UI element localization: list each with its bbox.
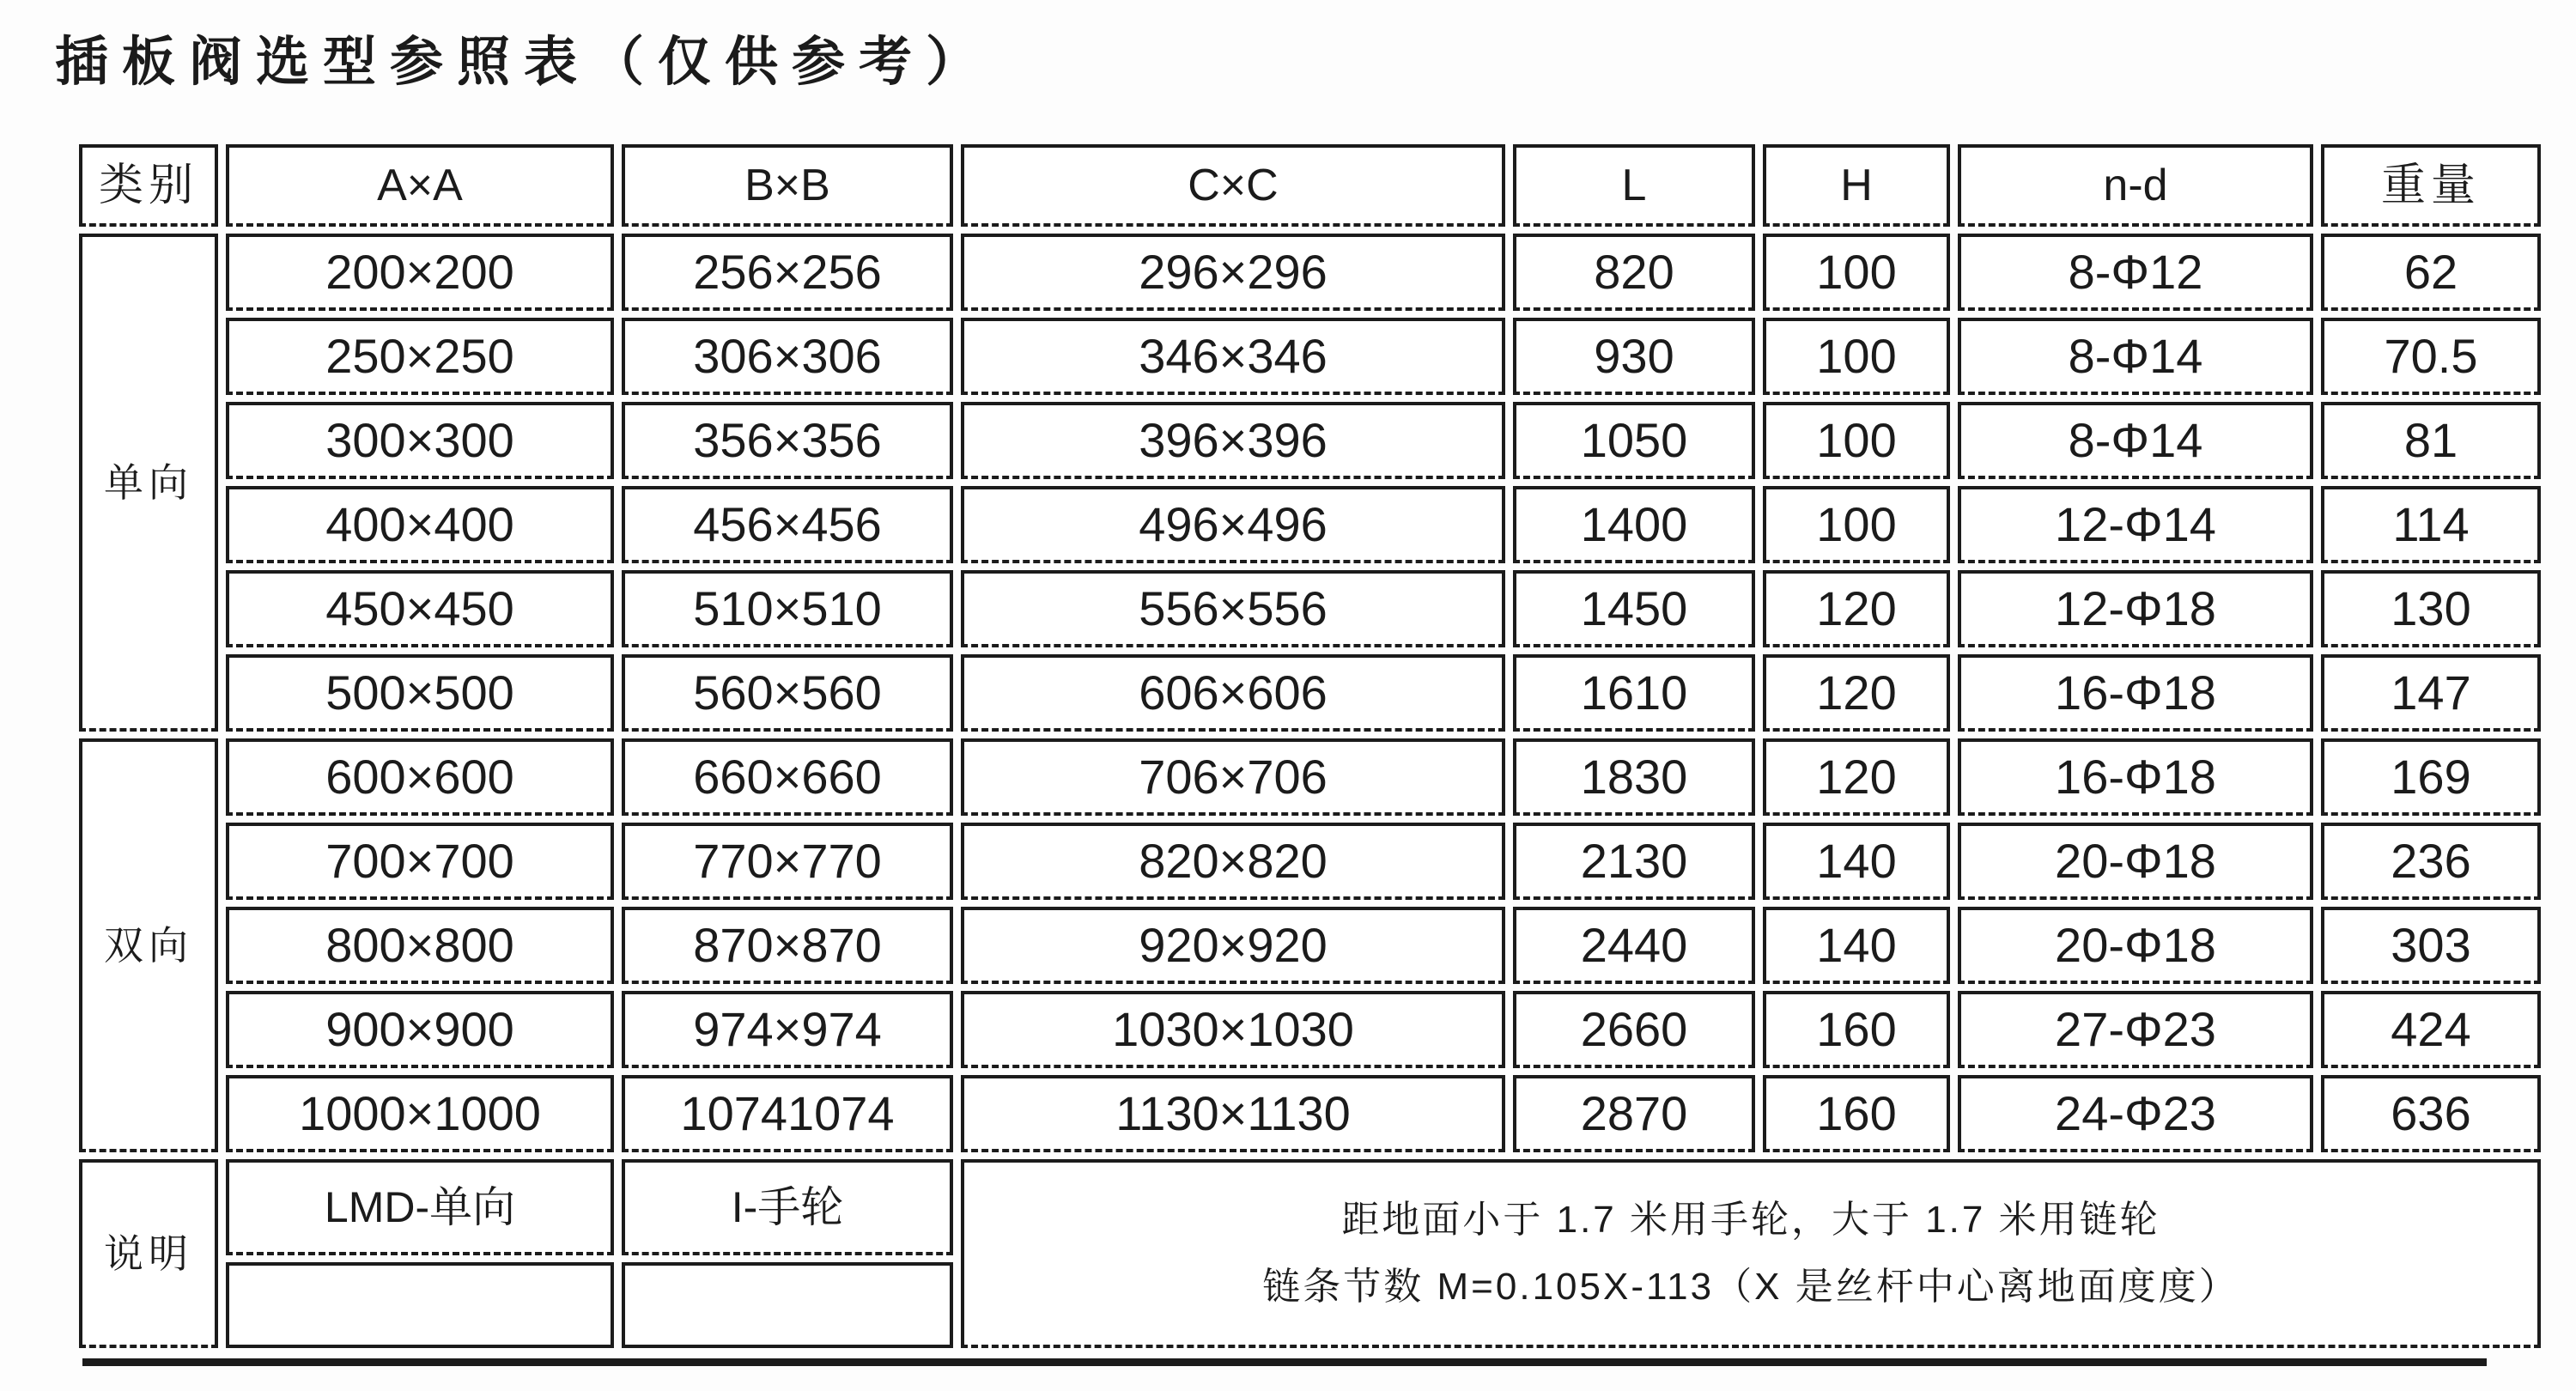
table-cell: 1000×1000: [226, 1075, 614, 1152]
table-cell: 140: [1763, 823, 1950, 900]
table-cell: 556×556: [961, 570, 1505, 647]
table-cell: 456×456: [622, 486, 953, 563]
table-cell: 870×870: [622, 907, 953, 984]
table-cell: 100: [1763, 234, 1950, 311]
table-cell: 16-Φ18: [1958, 654, 2313, 732]
notes-text: [961, 1159, 2541, 1348]
table-cell: 160: [1763, 1075, 1950, 1152]
group-cell-two-way: 双向: [79, 738, 218, 1152]
table-cell: 16-Φ18: [1958, 738, 2313, 816]
table-cell: 296×296: [961, 234, 1505, 311]
table-cell: 120: [1763, 570, 1950, 647]
table-cell: 70.5: [2321, 318, 2541, 395]
col-header-cxc: C×C: [961, 144, 1505, 227]
note-line-2: 链条节数 M=0.105X-113（X 是丝杆中心离地面度度）: [1262, 1266, 2239, 1308]
table-cell: 81: [2321, 402, 2541, 479]
table-cell: 1400: [1513, 486, 1755, 563]
table-cell: 20-Φ18: [1958, 907, 2313, 984]
table-cell: 636: [2321, 1075, 2541, 1152]
table-cell: 2130: [1513, 823, 1755, 900]
table-cell: 114: [2321, 486, 2541, 563]
table-cell: 169: [2321, 738, 2541, 816]
table-cell: 496×496: [961, 486, 1505, 563]
table-cell: 600×600: [226, 738, 614, 816]
table-cell: 510×510: [622, 570, 953, 647]
table-cell: 396×396: [961, 402, 1505, 479]
table-cell: 160: [1763, 991, 1950, 1068]
table-cell: 8-Φ12: [1958, 234, 2313, 311]
col-header-category: 类别: [79, 144, 218, 227]
table-cell: 1030×1030: [961, 991, 1505, 1068]
table-cell: 10741074: [622, 1075, 953, 1152]
table-cell: 303: [2321, 907, 2541, 984]
table-cell: 400×400: [226, 486, 614, 563]
group-cell-one-way: 单向: [79, 234, 218, 732]
table-cell: 930: [1513, 318, 1755, 395]
notes-empty-cell: [226, 1262, 614, 1348]
table-cell: 424: [2321, 991, 2541, 1068]
table-cell: 306×306: [622, 318, 953, 395]
table-cell: 256×256: [622, 234, 953, 311]
table-cell: 1050: [1513, 402, 1755, 479]
table-cell: 660×660: [622, 738, 953, 816]
table-cell: 100: [1763, 318, 1950, 395]
table-cell: 500×500: [226, 654, 614, 732]
table-cell: 820: [1513, 234, 1755, 311]
table-cell: 606×606: [961, 654, 1505, 732]
table-cell: 250×250: [226, 318, 614, 395]
table-cell: 8-Φ14: [1958, 318, 2313, 395]
table-cell: 1610: [1513, 654, 1755, 732]
table-cell: 900×900: [226, 991, 614, 1068]
table-cell: 2660: [1513, 991, 1755, 1068]
table-cell: 560×560: [622, 654, 953, 732]
table-cell: 700×700: [226, 823, 614, 900]
table-cell: 1450: [1513, 570, 1755, 647]
col-header-bxb: B×B: [622, 144, 953, 227]
table-cell: 62: [2321, 234, 2541, 311]
spec-table: [79, 144, 2541, 1348]
table-cell: 706×706: [961, 738, 1505, 816]
col-header-l: L: [1513, 144, 1755, 227]
table-cell: 2870: [1513, 1075, 1755, 1152]
table-cell: 820×820: [961, 823, 1505, 900]
table-cell: 120: [1763, 738, 1950, 816]
note-line-1: 距地面小于 1.7 米用手轮，大于 1.7 米用链轮: [1341, 1199, 2160, 1241]
notes-empty-cell: [622, 1262, 953, 1348]
table-cell: 8-Φ14: [1958, 402, 2313, 479]
table-cell: 100: [1763, 402, 1950, 479]
table-cell: 140: [1763, 907, 1950, 984]
table-cell: 920×920: [961, 907, 1505, 984]
page-title: 插板阀选型参照表（仅供参考）: [55, 33, 993, 92]
table-cell: 147: [2321, 654, 2541, 732]
table-cell: 800×800: [226, 907, 614, 984]
table-bottom-rule: [82, 1358, 2487, 1366]
table-cell: 100: [1763, 486, 1950, 563]
table-cell: 24-Φ23: [1958, 1075, 2313, 1152]
table-cell: 20-Φ18: [1958, 823, 2313, 900]
table-cell: 2440: [1513, 907, 1755, 984]
notes-label: 说明: [79, 1159, 218, 1348]
table-cell: 300×300: [226, 402, 614, 479]
table-cell: 12-Φ18: [1958, 570, 2313, 647]
col-header-h: H: [1763, 144, 1950, 227]
notes-model-cell: LMD-单向: [226, 1159, 614, 1255]
table-cell: 450×450: [226, 570, 614, 647]
col-header-nd: n-d: [1958, 144, 2313, 227]
table-cell: 12-Φ14: [1958, 486, 2313, 563]
table-cell: 974×974: [622, 991, 953, 1068]
table-cell: 770×770: [622, 823, 953, 900]
table-cell: 130: [2321, 570, 2541, 647]
table-cell: 346×346: [961, 318, 1505, 395]
table-cell: 120: [1763, 654, 1950, 732]
table-cell: 1830: [1513, 738, 1755, 816]
col-header-weight: 重量: [2321, 144, 2541, 227]
table-cell: 27-Φ23: [1958, 991, 2313, 1068]
table-cell: 1130×1130: [961, 1075, 1505, 1152]
table-cell: 200×200: [226, 234, 614, 311]
table-cell: 356×356: [622, 402, 953, 479]
col-header-axa: A×A: [226, 144, 614, 227]
table-cell: 236: [2321, 823, 2541, 900]
notes-wheel-cell: I-手轮: [622, 1159, 953, 1255]
